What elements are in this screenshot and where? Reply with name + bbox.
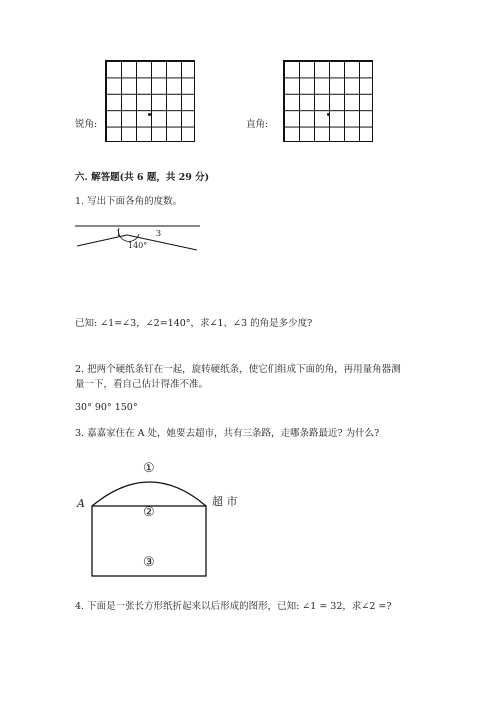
angle-2-value-label: 140° <box>128 241 148 250</box>
acute-angle-label: 锐角: <box>75 119 98 130</box>
question-2-angles: 30° 90° 150° <box>75 402 138 413</box>
route-1-label: ① <box>143 461 155 476</box>
right-angle-label: 直角: <box>246 119 269 130</box>
question-2-line-2: 量一下，看自己估计得准不准。 <box>75 379 209 390</box>
acute-angle-grid <box>105 60 195 142</box>
route-3-label: ③ <box>143 555 155 570</box>
question-3-title: 3. 嘉嘉家住在 A 处，她要去超市，共有三条路，走哪条路最近? 为什么? <box>75 428 380 439</box>
point-a-label: A <box>77 497 85 510</box>
supermarket-label: 超 市 <box>212 495 238 508</box>
acute-grid-center-dot <box>148 113 151 116</box>
section-heading: 六. 解答题(共 6 题，共 29 分) <box>75 172 210 183</box>
angle-3-label: 3 <box>156 229 162 238</box>
question-1-title: 1. 写出下面各角的度数。 <box>75 196 183 207</box>
right-grid-center-dot <box>327 113 330 116</box>
question-4-title: 4. 下面是一张长方形纸折起来以后形成的图形，已知: ∠1 = 32，求∠2 =? <box>75 601 392 612</box>
route-2-label: ② <box>143 505 155 520</box>
angle-1-label: 1 <box>116 229 122 238</box>
question-1-given: 已知: ∠1=∠3，∠2=140°，求∠1、∠3 的角是多少度? <box>75 318 313 329</box>
right-angle-grid <box>283 60 373 142</box>
question-2-line-1: 2. 把两个硬纸条钉在一起，旋转硬纸条，使它们组成下面的角，再用量角器测 <box>75 364 401 375</box>
